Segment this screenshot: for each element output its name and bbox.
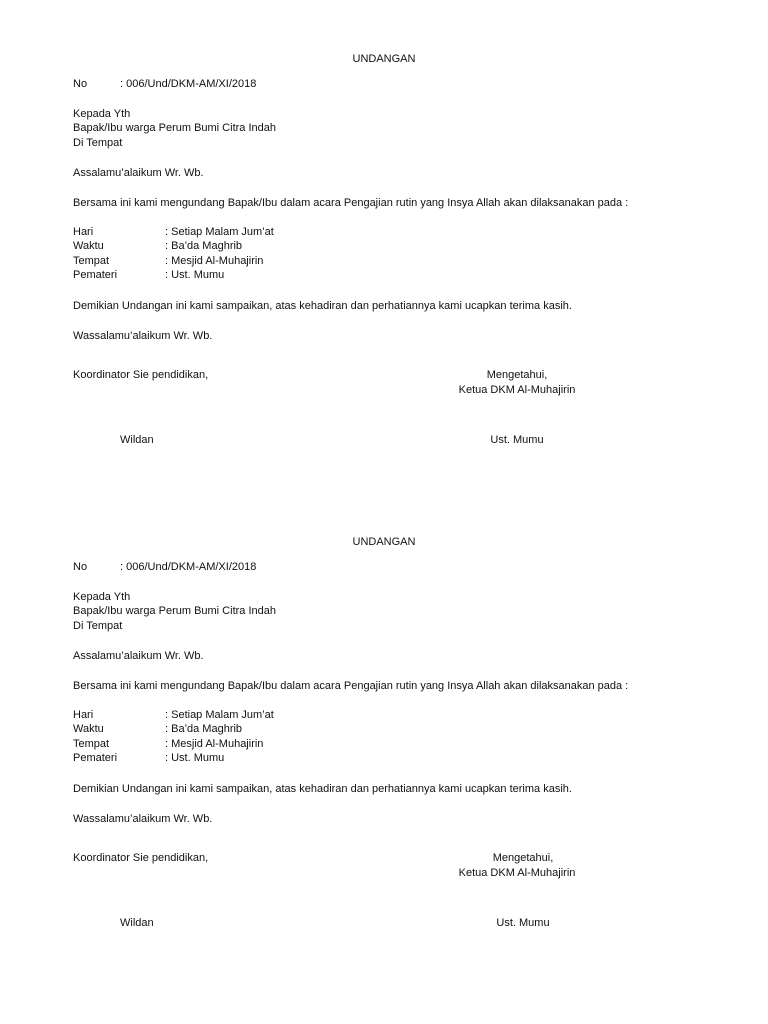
number-label: No bbox=[73, 78, 88, 90]
signature-right-title: Mengetahui, bbox=[492, 852, 554, 864]
detail-label-place: Tempat bbox=[73, 255, 110, 267]
detail-value-day: : Setiap Malam Jum’at bbox=[165, 709, 274, 721]
recipient-line: Bapak/Ibu warga Perum Bumi Citra Indah bbox=[73, 605, 276, 617]
closing-paragraph: Demikian Undangan ini kami sampaikan, atas kehadiran dan perhatiannya kami ucapkan terima kasih. bbox=[73, 300, 572, 312]
number-value: : 006/Und/DKM-AM/XI/2018 bbox=[120, 561, 257, 573]
detail-label-time: Waktu bbox=[73, 240, 104, 252]
number-label: No bbox=[73, 561, 88, 573]
detail-label-time: Waktu bbox=[73, 723, 104, 735]
letter-title: UNDANGAN bbox=[352, 53, 416, 65]
detail-value-place: : Mesjid Al-Muhajirin bbox=[165, 738, 264, 750]
detail-label-day: Hari bbox=[73, 709, 94, 721]
detail-value-time: : Ba’da Maghrib bbox=[165, 723, 243, 735]
farewell: Wassalamu’alaikum Wr. Wb. bbox=[73, 330, 213, 342]
detail-label-speaker: Pemateri bbox=[73, 269, 118, 281]
detail-value-day: : Setiap Malam Jum’at bbox=[165, 226, 274, 238]
invitation-letter bbox=[0, 535, 768, 1005]
signature-left-title: Koordinator Sie pendidikan, bbox=[73, 369, 209, 381]
recipient-line: Bapak/Ibu warga Perum Bumi Citra Indah bbox=[73, 122, 276, 134]
signature-right-title: Mengetahui, bbox=[486, 369, 548, 381]
recipient-line: Di Tempat bbox=[73, 620, 123, 632]
closing-paragraph: Demikian Undangan ini kami sampaikan, atas kehadiran dan perhatiannya kami ucapkan terima kasih. bbox=[73, 783, 572, 795]
invitation-letter bbox=[0, 52, 768, 522]
recipient-line: Di Tempat bbox=[73, 137, 123, 149]
detail-value-time: : Ba’da Maghrib bbox=[165, 240, 243, 252]
signature-left-name: Wildan bbox=[120, 434, 154, 446]
signature-right-subtitle: Ketua DKM Al-Muhajirin bbox=[458, 867, 576, 879]
intro-paragraph: Bersama ini kami mengundang Bapak/Ibu dalam acara Pengajian rutin yang Insya Allah akan dilaksanakan pada : bbox=[73, 680, 629, 692]
intro-paragraph: Bersama ini kami mengundang Bapak/Ibu dalam acara Pengajian rutin yang Insya Allah akan dilaksanakan pada : bbox=[73, 197, 629, 209]
signature-left-title: Koordinator Sie pendidikan, bbox=[73, 852, 209, 864]
detail-value-place: : Mesjid Al-Muhajirin bbox=[165, 255, 264, 267]
signature-right-name: Ust. Mumu bbox=[490, 434, 544, 446]
greeting: Assalamu’alaikum Wr. Wb. bbox=[73, 167, 204, 179]
greeting: Assalamu’alaikum Wr. Wb. bbox=[73, 650, 204, 662]
signature-left-name: Wildan bbox=[120, 917, 154, 929]
detail-label-speaker: Pemateri bbox=[73, 752, 118, 764]
recipient-line: Kepada Yth bbox=[73, 591, 131, 603]
signature-right-subtitle: Ketua DKM Al-Muhajirin bbox=[458, 384, 576, 396]
number-value: : 006/Und/DKM-AM/XI/2018 bbox=[120, 78, 257, 90]
signature-right-name: Ust. Mumu bbox=[496, 917, 550, 929]
farewell: Wassalamu’alaikum Wr. Wb. bbox=[73, 813, 213, 825]
detail-label-day: Hari bbox=[73, 226, 94, 238]
detail-label-place: Tempat bbox=[73, 738, 110, 750]
detail-value-speaker: : Ust. Mumu bbox=[165, 752, 225, 764]
letter-title: UNDANGAN bbox=[352, 536, 416, 548]
detail-value-speaker: : Ust. Mumu bbox=[165, 269, 225, 281]
recipient-line: Kepada Yth bbox=[73, 108, 131, 120]
